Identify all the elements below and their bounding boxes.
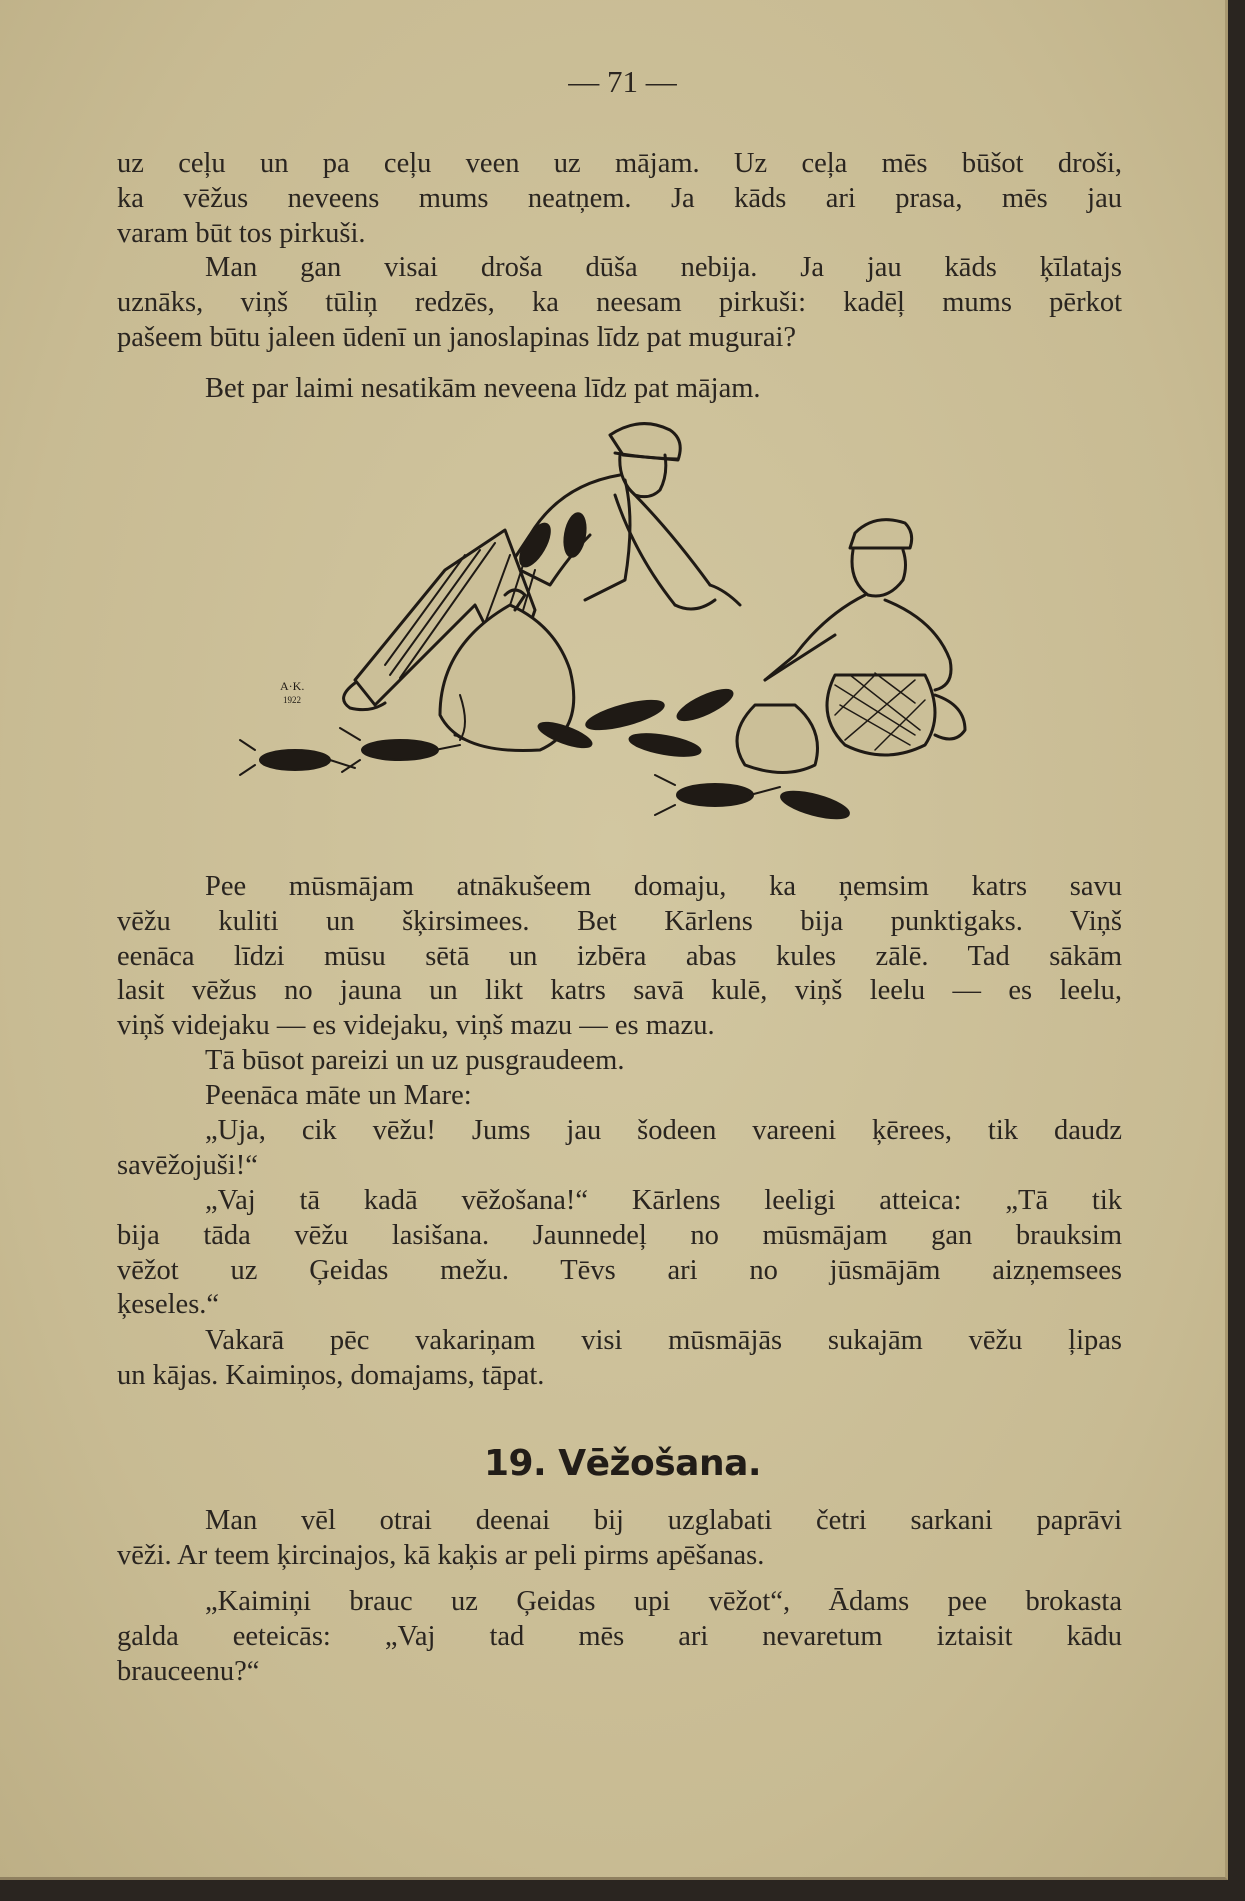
paragraph — [117, 147, 1122, 251]
text-line: uz ceļu un pa ceļu veen uz mājam. Uz ceļa mēs būšot droši, — [117, 148, 1122, 179]
boys-with-crayfish-illustration — [235, 415, 995, 855]
paragraph — [117, 1324, 1122, 1394]
paragraph — [117, 1585, 1122, 1689]
text-line: varam būt tos pirkuši. — [117, 217, 366, 249]
text-line: Man vēl otrai deenai bij uzglabati četri sarkani paprāvi — [205, 1505, 1122, 1536]
page-number: — 71 — — [568, 64, 677, 99]
text-line: vēži. Ar teem ķircinajos, kā kaķis ar peli pirms apēšanas. — [117, 1539, 765, 1571]
text-line: savēžojuši!“ — [117, 1149, 258, 1181]
text-line: Pee mūsmājam atnākušeem domaju, ka ņemsim katrs savu — [205, 871, 1122, 902]
paragraph — [117, 1184, 1122, 1323]
paragraph — [117, 1504, 1122, 1574]
text-line: Bet par laimi nesatikām neveena līdz pat mājam. — [205, 373, 761, 404]
text-line: lasit vēžus no jauna un likt katrs savā kulē, viņš leelu — es leelu, — [117, 975, 1122, 1007]
text-line: uznāks, viņš tūliņ redzēs, ka neesam pirkuši: kadēļ mums pērkot — [117, 286, 1122, 318]
text-line: pašeem būtu jaleen ūdenī un janoslapinas līdz pat mugurai? — [117, 321, 797, 353]
paragraph — [117, 1079, 1122, 1114]
text-line: vēžot uz Ģeidas mežu. Tēvs ari no jūsmājām aizņemsees — [117, 1254, 1122, 1286]
text-line: vēžu kuliti un šķirsimees. Bet Kārlens bija punktigaks. Viņš — [117, 905, 1122, 937]
section-heading: 19. Vēžošana. — [483, 1443, 762, 1484]
svg-text:1922: 1922 — [283, 695, 301, 705]
text-line: „Kaimiņi brauc uz Ģeidas upi vēžot“, Ādams pee brokasta — [205, 1586, 1122, 1617]
text-line: un kājas. Kaimiņos, domajams, tāpat. — [117, 1359, 545, 1391]
text-line: Vakarā pēc vakariņam visi mūsmājās sukajām vēžu ļipas — [205, 1325, 1122, 1356]
paragraph — [117, 251, 1122, 355]
text-line: „Vaj tā kadā vēžošana!“ Kārlens leeligi atteica: „Tā tik — [205, 1185, 1122, 1216]
paragraph — [117, 1044, 1122, 1079]
text-line: ka vēžus neveens mums neatņem. Ja kāds ari prasa, mēs jau — [117, 182, 1122, 214]
text-line: eenāca līdzi mūsu sētā un izbēra abas kules zālē. Tad sākām — [117, 940, 1122, 972]
paragraph — [117, 1114, 1122, 1184]
paragraph — [117, 870, 1122, 1044]
text-line: bija tāda vēžu lasišana. Jaunnedeļ no mūsmājam gan brauksim — [117, 1219, 1122, 1251]
text-line: viņš videjaku — es videjaku, viņš mazu — es mazu. — [117, 1010, 715, 1042]
text-line: Tā būsot pareizi un uz pusgraudeem. — [205, 1045, 625, 1076]
text-line: galda eeteicās: „Vaj tad mēs ari nevaretum iztaisit kādu — [117, 1620, 1122, 1652]
paragraph — [117, 372, 1122, 407]
text-line: ķeseles.“ — [117, 1289, 220, 1321]
artist-signature: A·K. — [280, 679, 305, 693]
text-line: brauceenu?“ — [117, 1655, 260, 1687]
crouching-boy-figure — [737, 520, 965, 773]
text-line: „Uja, cik vēžu! Jums jau šodeen vareeni ķērees, tik daudz — [205, 1115, 1122, 1146]
text-line: Peenāca māte un Mare: — [205, 1080, 472, 1111]
text-line: Man gan visai droša dūša nebija. Ja jau kāds ķīlatajs — [205, 252, 1122, 283]
